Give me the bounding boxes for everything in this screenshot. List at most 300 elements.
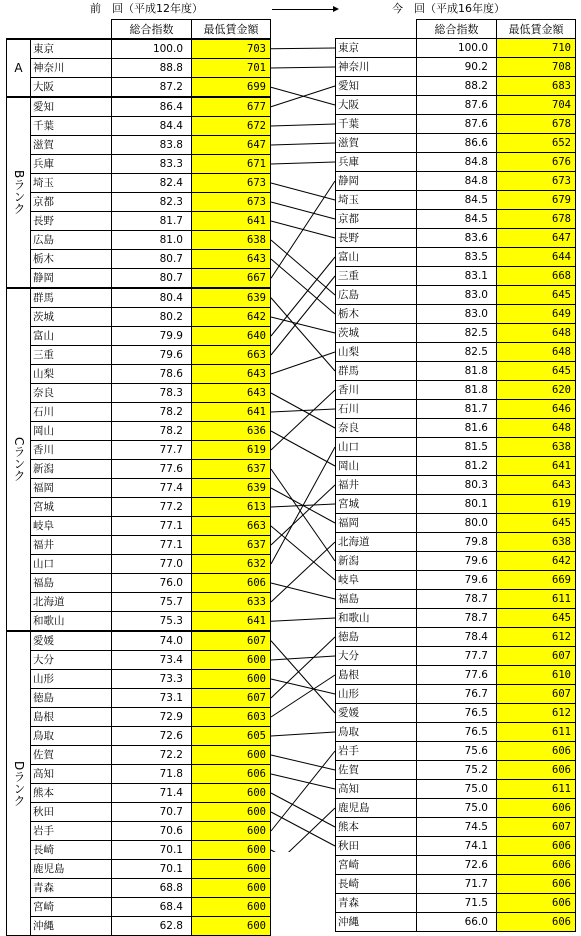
score-value: 80.4 (112, 288, 192, 308)
score-value: 77.7 (112, 441, 192, 460)
rank-label: Bランク (7, 97, 31, 288)
table-row (7, 860, 271, 879)
wage-value: 708 (497, 58, 576, 77)
prefecture-name-text: 香川 (33, 443, 54, 456)
prefecture-name-text: 奈良 (33, 386, 54, 399)
prefecture-name-text: 愛知 (338, 79, 359, 92)
wage-value: 676 (497, 153, 576, 172)
wage-value: 607 (192, 689, 271, 708)
prefecture-name-text: 高知 (33, 767, 54, 780)
score-value: 77.6 (112, 460, 192, 479)
prefecture-name-text: 山形 (33, 672, 54, 685)
prefecture-name-text: 奈良 (338, 421, 359, 434)
wage-value: 600 (192, 822, 271, 841)
score-value: 73.4 (112, 651, 192, 670)
score-value: 81.6 (417, 419, 497, 438)
score-value: 87.6 (417, 115, 497, 134)
score-value: 75.7 (112, 593, 192, 612)
wage-value: 600 (192, 917, 271, 936)
prefecture-name-text: 岡山 (33, 424, 54, 437)
score-value: 70.6 (112, 822, 192, 841)
score-value: 79.8 (417, 533, 497, 552)
prefecture-name-text: 宮城 (338, 497, 359, 510)
wage-value: 652 (497, 134, 576, 153)
prefecture-name-text: 大阪 (33, 80, 54, 93)
wage-value: 611 (497, 590, 576, 609)
score-value: 68.8 (112, 879, 192, 898)
connector-line (271, 86, 335, 107)
wage-value: 607 (497, 647, 576, 666)
prefecture-name-text: 大分 (33, 653, 54, 666)
wage-value: 673 (192, 174, 271, 193)
prefecture-name-text: 三重 (338, 269, 359, 282)
score-value: 86.6 (417, 134, 497, 153)
prefecture-name (31, 917, 112, 936)
prefecture-name-text: 熊本 (33, 786, 54, 799)
score-value: 77.2 (112, 498, 192, 517)
prefecture-name-text: 石川 (338, 402, 359, 415)
prefecture-name-text: 愛媛 (338, 706, 359, 719)
wage-value: 603 (192, 708, 271, 727)
score-value: 83.8 (112, 136, 192, 155)
wage-value: 644 (497, 248, 576, 267)
wage-value: 606 (497, 894, 576, 913)
connector-line (271, 298, 335, 371)
wage-value: 600 (192, 860, 271, 879)
score-value: 81.5 (417, 438, 497, 457)
wage-value: 643 (192, 250, 271, 269)
score-value: 81.7 (112, 212, 192, 231)
wage-value: 606 (497, 742, 576, 761)
wage-value: 606 (497, 837, 576, 856)
prefecture-name-text: 富山 (338, 250, 359, 263)
connector-line (271, 352, 335, 374)
wage-value: 639 (192, 479, 271, 498)
prefecture-name-text: 岩手 (338, 744, 359, 757)
wage-value: 642 (192, 308, 271, 327)
prefecture-name (336, 894, 417, 913)
score-value: 82.4 (112, 174, 192, 193)
prefecture-name-text: 沖縄 (33, 919, 54, 932)
wage-value: 600 (192, 651, 271, 670)
wage-value: 600 (192, 746, 271, 765)
prefecture-name-text: 千葉 (338, 117, 359, 130)
wage-value: 633 (192, 593, 271, 612)
connector-line (271, 808, 335, 852)
wage-value: 683 (497, 77, 576, 96)
wage-value: 645 (497, 362, 576, 381)
score-value: 73.3 (112, 670, 192, 689)
prefecture-name-text: 佐賀 (338, 763, 359, 776)
score-value: 77.4 (112, 479, 192, 498)
score-value: 77.0 (112, 555, 192, 574)
wage-value: 710 (497, 39, 576, 58)
connector-line (271, 48, 335, 49)
score-value: 76.0 (112, 574, 192, 593)
prefecture-name-text: 秋田 (338, 839, 359, 852)
score-value: 78.2 (112, 422, 192, 441)
connector-line (271, 390, 335, 450)
wage-value: 668 (497, 267, 576, 286)
wage-value: 667 (192, 269, 271, 289)
wage-value: 611 (497, 780, 576, 799)
wage-value: 672 (192, 117, 271, 136)
prefecture-name-text: 香川 (338, 383, 359, 396)
score-value: 83.3 (112, 155, 192, 174)
score-value: 100.0 (417, 39, 497, 58)
wage-value: 619 (192, 441, 271, 460)
wage-value: 641 (497, 457, 576, 476)
wage-value: 600 (192, 898, 271, 917)
prefecture-name-text: 和歌山 (33, 614, 65, 627)
wage-value: 703 (192, 39, 271, 59)
prefecture-name-text: 栃木 (338, 307, 359, 320)
score-value: 83.0 (417, 286, 497, 305)
score-value: 78.7 (417, 590, 497, 609)
prefecture-name-text: 群馬 (338, 364, 359, 377)
wage-value: 639 (192, 288, 271, 308)
prefecture-name-text: 長崎 (338, 877, 359, 890)
wage-value: 648 (497, 343, 576, 362)
wage-value: 648 (497, 419, 576, 438)
prefecture-name-text: 大阪 (338, 98, 359, 111)
wage-value: 679 (497, 191, 576, 210)
score-value: 84.8 (417, 153, 497, 172)
wage-value: 600 (192, 803, 271, 822)
score-value: 82.5 (417, 343, 497, 362)
score-value: 77.7 (417, 647, 497, 666)
wage-value: 671 (192, 155, 271, 174)
wage-header: 最低賃金額 (192, 20, 271, 40)
prefecture-name-text: 岩手 (33, 824, 54, 837)
prefecture-name-text: 徳島 (338, 630, 359, 643)
score-value: 70.1 (112, 841, 192, 860)
connector-line (271, 793, 335, 827)
wage-value: 677 (192, 97, 271, 117)
score-value: 86.4 (112, 97, 192, 117)
score-value: 82.3 (112, 193, 192, 212)
prefecture-name-text: 佐賀 (33, 748, 54, 761)
prefecture-name-text: 神奈川 (33, 61, 65, 74)
prefecture-name-text: 北海道 (33, 595, 65, 608)
prefecture-name-text: 石川 (33, 405, 54, 418)
score-value: 81.7 (417, 400, 497, 419)
wage-value: 647 (192, 136, 271, 155)
score-value: 83.0 (417, 305, 497, 324)
wage-value: 678 (497, 115, 576, 134)
prefecture-name-text: 岐阜 (33, 519, 54, 532)
wage-value: 606 (497, 913, 576, 932)
score-value: 70.7 (112, 803, 192, 822)
wage-value: 606 (192, 574, 271, 593)
wage-value: 637 (192, 536, 271, 555)
score-value: 74.1 (417, 837, 497, 856)
connector-line (271, 143, 335, 145)
score-value: 71.8 (112, 765, 192, 784)
prefecture-name-text: 島根 (338, 668, 359, 681)
wage-value: 673 (192, 193, 271, 212)
prefecture-name-text: 島根 (33, 710, 54, 723)
prefecture-name-text: 長野 (338, 231, 359, 244)
prefecture-name-text: 茨城 (338, 326, 359, 339)
score-value: 88.8 (112, 59, 192, 78)
rank-label: Cランク (7, 288, 31, 631)
wage-value: 669 (497, 571, 576, 590)
wage-header: 最低賃金額 (497, 20, 576, 39)
prefecture-name-text: 兵庫 (33, 157, 54, 170)
prefecture-name-text: 宮崎 (33, 900, 54, 913)
prefecture-name-text: 広島 (338, 288, 359, 301)
score-value: 80.1 (417, 495, 497, 514)
wage-value: 619 (497, 495, 576, 514)
connector-line (271, 181, 335, 278)
prefecture-name-text: 滋賀 (33, 138, 54, 151)
score-value: 73.1 (112, 689, 192, 708)
score-value: 87.2 (112, 78, 192, 98)
connector-line (271, 276, 335, 355)
prefecture-name-text: 岡山 (338, 459, 359, 472)
connector-line (271, 202, 335, 219)
prefecture-name-text: 秋田 (33, 805, 54, 818)
prefecture-name-text: 三重 (33, 348, 54, 361)
connector-line (271, 257, 335, 336)
score-value: 80.7 (112, 250, 192, 269)
prefecture-name-text: 鳥取 (33, 729, 54, 742)
prefecture-name (336, 913, 417, 932)
prefecture-name-text: 徳島 (33, 691, 54, 704)
prefecture-name-text: 鹿児島 (33, 862, 65, 875)
prefecture-name (336, 875, 417, 894)
score-value: 72.2 (112, 746, 192, 765)
score-value: 78.3 (112, 384, 192, 403)
score-value: 70.1 (112, 860, 192, 879)
score-value: 84.5 (417, 191, 497, 210)
score-value: 71.7 (417, 875, 497, 894)
wage-value: 612 (497, 628, 576, 647)
prefecture-name-text: 岐阜 (338, 573, 359, 586)
table-row (7, 879, 271, 898)
wage-value: 645 (497, 514, 576, 533)
wage-value: 645 (497, 286, 576, 305)
score-value: 88.2 (417, 77, 497, 96)
connector-line (271, 162, 335, 164)
table-row (336, 856, 576, 875)
prefecture-name-text: 大分 (338, 649, 359, 662)
wage-value: 673 (497, 172, 576, 191)
wage-value: 701 (192, 59, 271, 78)
prefecture-name-text: 埼玉 (338, 193, 359, 206)
prefecture-name-text: 愛媛 (33, 634, 54, 647)
connector-line (271, 583, 335, 599)
score-value: 79.9 (112, 327, 192, 346)
prefecture-name-text: 埼玉 (33, 176, 54, 189)
prefecture-name-text: 福島 (33, 576, 54, 589)
score-value: 84.5 (417, 210, 497, 229)
wage-value: 640 (192, 327, 271, 346)
wage-value: 600 (192, 841, 271, 860)
prefecture-name-text: 鳥取 (338, 725, 359, 738)
prefecture-name (31, 879, 112, 898)
wage-value: 678 (497, 210, 576, 229)
wage-value: 641 (192, 612, 271, 632)
score-value: 81.0 (112, 231, 192, 250)
connector-line (271, 409, 335, 412)
prefecture-name-text: 熊本 (338, 820, 359, 833)
prefecture-name-text: 山梨 (33, 367, 54, 380)
wage-value: 606 (497, 799, 576, 818)
wage-value: 632 (192, 555, 271, 574)
prefecture-name-text: 青森 (33, 881, 54, 894)
wage-value: 642 (497, 552, 576, 571)
score-value: 83.6 (417, 229, 497, 248)
prefecture-name-text: 東京 (33, 42, 54, 55)
wage-value: 638 (497, 438, 576, 457)
connector-line (271, 317, 335, 333)
index-header: 総合指数 (417, 20, 497, 39)
wage-value: 645 (497, 609, 576, 628)
wage-value: 647 (497, 229, 576, 248)
prefecture-name-text: 北海道 (338, 535, 370, 548)
index-header: 総合指数 (112, 20, 192, 40)
wage-value: 605 (192, 727, 271, 746)
wage-value: 606 (497, 856, 576, 875)
wage-value: 648 (497, 324, 576, 343)
prefecture-name-text: 山梨 (338, 345, 359, 358)
prefecture-name-text: 福岡 (33, 481, 54, 494)
prefecture-name-text: 滋賀 (338, 136, 359, 149)
wage-value: 637 (192, 460, 271, 479)
score-value: 74.0 (112, 631, 192, 651)
score-value: 76.5 (417, 723, 497, 742)
score-value: 74.5 (417, 818, 497, 837)
rank-label: A (7, 39, 31, 97)
prefecture-name-text: 広島 (33, 233, 54, 246)
wage-value: 606 (497, 875, 576, 894)
score-value: 75.3 (112, 612, 192, 632)
score-value: 82.5 (417, 324, 497, 343)
score-value: 78.6 (112, 365, 192, 384)
wage-value: 643 (192, 365, 271, 384)
score-value: 79.6 (417, 571, 497, 590)
wage-value: 663 (192, 346, 271, 365)
prefecture-name-text: 福岡 (338, 516, 359, 529)
prefecture-name-text: 東京 (338, 41, 359, 54)
wage-value: 606 (497, 761, 576, 780)
prefecture-name-text: 兵庫 (338, 155, 359, 168)
score-value: 72.6 (417, 856, 497, 875)
prefecture-name-text: 福井 (33, 538, 54, 551)
score-value: 62.8 (112, 917, 192, 936)
wage-value: 610 (497, 666, 576, 685)
prefecture-name-text: 山形 (338, 687, 359, 700)
table-row (336, 875, 576, 894)
prefecture-name-text: 茨城 (33, 310, 54, 323)
score-value: 81.2 (417, 457, 497, 476)
connector-line (271, 732, 335, 736)
score-value: 79.6 (112, 346, 192, 365)
wage-value: 607 (497, 818, 576, 837)
score-value: 72.6 (112, 727, 192, 746)
wage-value: 663 (192, 517, 271, 536)
wage-value: 606 (192, 765, 271, 784)
connector-line (271, 637, 335, 698)
wage-value: 607 (192, 631, 271, 651)
previous-title: 前 回（平成12年度） (90, 2, 203, 15)
prefecture-name-text: 高知 (338, 782, 359, 795)
connector-line (271, 485, 335, 545)
score-value: 100.0 (112, 39, 192, 59)
connector-line (271, 641, 335, 713)
connector-line (271, 656, 335, 660)
score-value: 75.2 (417, 761, 497, 780)
prefecture-name-text: 千葉 (33, 119, 54, 132)
score-value: 83.5 (417, 248, 497, 267)
prefecture-name-text: 長野 (33, 214, 54, 227)
score-value: 78.7 (417, 609, 497, 628)
wage-value: 600 (192, 784, 271, 803)
prefecture-name (31, 898, 112, 917)
score-value: 87.6 (417, 96, 497, 115)
score-value: 68.4 (112, 898, 192, 917)
wage-value: 643 (497, 476, 576, 495)
wage-value: 620 (497, 381, 576, 400)
connector-line (271, 774, 335, 789)
score-value: 81.8 (417, 362, 497, 381)
wage-value: 643 (192, 384, 271, 403)
score-value: 81.8 (417, 381, 497, 400)
prefecture-name-text: 群馬 (33, 291, 54, 304)
score-value: 78.4 (417, 628, 497, 647)
prefecture-name-text: 山口 (33, 557, 54, 570)
prefecture-name-text: 静岡 (33, 271, 54, 284)
prefecture-name-text: 和歌山 (338, 611, 370, 624)
connector-line (271, 183, 335, 200)
wage-value: 612 (497, 704, 576, 723)
connector-line (271, 431, 335, 466)
prefecture-name-text: 長崎 (33, 843, 54, 856)
score-value: 80.0 (417, 514, 497, 533)
table-row (7, 898, 271, 917)
wage-value: 704 (497, 96, 576, 115)
current-title: 今 回（平成16年度） (392, 2, 505, 15)
wage-value: 641 (192, 212, 271, 231)
connector-line (271, 124, 335, 126)
wage-value: 699 (192, 78, 271, 98)
wage-value: 600 (192, 879, 271, 898)
prefecture-name (336, 856, 417, 875)
score-value: 77.1 (112, 536, 192, 555)
prefecture-name-text: 宮城 (33, 500, 54, 513)
prefecture-name-text: 福島 (338, 592, 359, 605)
score-value: 90.2 (417, 58, 497, 77)
score-value: 78.2 (112, 403, 192, 422)
wage-value: 611 (497, 723, 576, 742)
prefecture-name (31, 860, 112, 879)
score-value: 83.1 (417, 267, 497, 286)
score-value: 80.7 (112, 269, 192, 289)
score-value: 77.1 (112, 517, 192, 536)
prefecture-name-text: 宮崎 (338, 858, 359, 871)
wage-value: 607 (497, 685, 576, 704)
score-value: 79.6 (417, 552, 497, 571)
prefecture-name-text: 静岡 (338, 174, 359, 187)
prefecture-name-text: 京都 (33, 195, 54, 208)
prefecture-name-text: 山口 (338, 440, 359, 453)
prefecture-name-text: 福井 (338, 478, 359, 491)
prefecture-name-text: 富山 (33, 329, 54, 342)
table-row (336, 894, 576, 913)
score-value: 71.4 (112, 784, 192, 803)
